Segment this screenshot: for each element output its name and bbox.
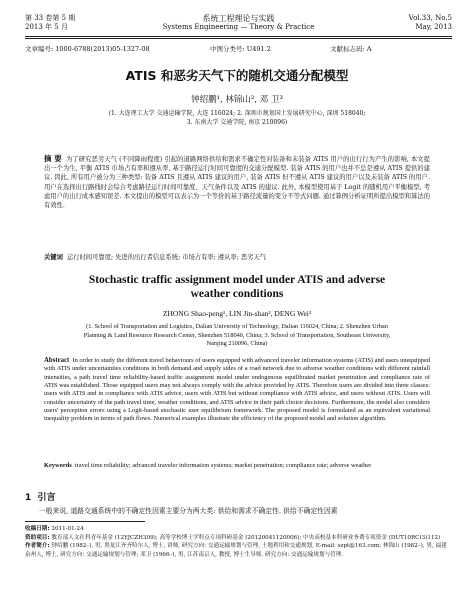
header-volume-en [409,14,452,32]
keywords-text-en: travel time reliability; advanced traveler information systems; market penetration; compliance rate; adverse weather [74,462,372,469]
abstract-text-en: In order to study the different travel behaviours of users equipped with advanced traveler information systems (ATIS) and users unequipped with ATIS under uncertainties conditions in both demand and supply sides of a road network due to adverse weather conditions with different rainfall intensities, a path travel time reliability-based traffic assignment model under endogenous equilibrated market penetration and compliance rate of ATIS was established. Those equipped users may not always comply with the advice provided by ATIS. Therefore users are divided into three classes: users with ATIS and in compliance with ATIS advice, users with ATIS but without compliance with ATIS advice, and users without ATIS. Users will consider uncertainty of the path travel time, weather conditions, and ATIS advice in their path choice decisions. Furthermore, the model also considers users' perception errors using a Logit-based stochastic user equilibrium framework. The proposed model is formulated as an equivalent variational inequality problem in terms of path flows. Numerical examples illustrate the efficiency of the proposed model and solution algorithm. [44,357,430,423]
keywords-chinese [44,253,430,262]
keywords-text-cn: 运行时间可靠度; 先进的出行者信息系统; 市场占有率; 遵从率; 恶劣天气 [66,254,267,261]
footnote-rule [25,521,145,522]
affiliation-line-en: Planning & Land Resource Research Center, Shenzhen 518040, China; 3. School of Transportation, Southeast University, [83,331,391,339]
header-rule-thin [25,38,452,39]
section-heading [25,490,56,503]
header-date-en: May, 2013 [415,23,452,31]
affiliation-line: (1. 大连理工大学 交通运输学院, 大连 116024; 2. 深圳市规划国土发展研究中心, 深圳 518040; [108,110,366,117]
received-date: 2011-01-24 [51,526,84,532]
classification-number: 中图分类号: U491.2 [210,45,271,53]
header-rule [25,36,452,37]
footnote [25,525,452,559]
affiliation-line: 3. 东南大学 交通学院, 南京 210096) [186,118,288,126]
abstract-label-cn: 摘 要 [44,154,62,163]
author-bio-text: 钟绍鹏 (1982–), 男, 黑龙江齐齐哈尔人, 博士, 讲师, 研究方向: 交通运输规划与管理, 土地利用和交通规划, E-mail: szpt@163.com; 林锦山 (1982–), 男, 福建泉州人, 博士, 研究方向: 交通运输规划与管理; 邓卫 (1966–), 男, 江苏南京人, 教授, 博士生导师, 研究方向: 交通运输规划与管理. [25,543,447,558]
footnote-author [25,542,452,559]
authors-english: ZHONG Shao-peng¹, LIN Jin-shan², DENG Wei³ [162,309,312,318]
abstract-english [44,357,430,424]
abstract-label-en: Abstract [44,357,70,364]
fund-label: 资助项目: [25,534,50,541]
title-english [40,273,434,301]
authors-chinese: 钟绍鹏¹, 林锦山², 邓 卫³ [191,95,283,105]
header-vol-en: Vol.33, No.5 [408,14,452,22]
header-journal [25,14,452,32]
received-label: 收稿日期: [25,526,50,532]
title-english-line: weather conditions [190,288,284,300]
title-english-line: Stochastic traffic assignment model under ATIS and adverse [88,274,386,286]
section-number: 1 [25,493,32,503]
article-number: 文章编号: 1000-6788(2013)05-1327-08 [25,45,150,53]
section-title: 引言 [37,493,56,503]
footnote-fund [25,534,452,543]
journal-name-en: Systems Engineering — Theory & Practice [162,23,315,31]
abstract-text-cn: 为了研究恶劣天气 (不同降雨程度) 引起的道路网络供给和需求不确定性对装备和未装备 ATIS 用户的出行行为产生的影响, 本文提出一个为生, 平衡 ATIS 市场占有率和遵从率, 基于路径运行时间可靠度的交通分配模型. 装备 ATIS 的用户也并不总是遵从 ATIS 提供的建议. 因此, 所有用户被分为三种类型: 装备 ATIS 且遵从 ATIS 建议的用户, 装备 ATIS 但不遵从 ATIS 建议的用户以及未装备 ATIS 的用户. 用户在选择出行路线时会综合考虑路径运行时间可靠度、天气条件以及 ATIS 的建议. 此外, 本模型使用基于 Logit 的随机用户平衡模型, 考虑用户的出行成本感知误差. 本文提出的模型可以表示为一个等价的基于路径流量的变分不等式问题. 通过算例分析证明所提出模型和算法的有效性. [44,156,430,210]
fund-text: 教育部人文社科青年基金 (12YJCZH309); 高等学校博士学科点专项科研基金 (20120041120006); 中央高校基本科研业务费专项资金 (DUT10RC(3)112) [51,534,441,541]
journal-name-cn: 系统工程理论与实践 [202,14,275,23]
affiliation-line-en: Nanjing 210096, China) [206,340,268,348]
affiliation-line-en: (1. School of Transportation and Logistics, Dalian University of Technology, Dalian 116024, China; 2. Shenzhen Urban [86,323,388,330]
intro-paragraph: 一般来说, 道路交通系统中的不确定性因素主要分为两大类: 供给和需求不确定性. 供给不确定性因素 [39,507,338,515]
keywords-english [44,462,430,470]
affiliations-chinese [40,110,434,127]
document-code: 文献标志码: A [330,45,372,53]
footnote-received [25,525,452,534]
keywords-label-en: Keywords [44,462,72,469]
title-chinese: ATIS 和恶劣天气下的随机交通分配模型 [125,68,349,83]
header-volume-line: 第 33 卷第 5 期 [25,14,76,22]
keywords-label-cn: 关键词 [44,254,63,261]
abstract-chinese [44,154,430,210]
header-date-line: 2013 年 5 月 [25,23,68,31]
affiliations-english [38,323,436,349]
author-bio-label: 作者简介: [25,543,50,550]
